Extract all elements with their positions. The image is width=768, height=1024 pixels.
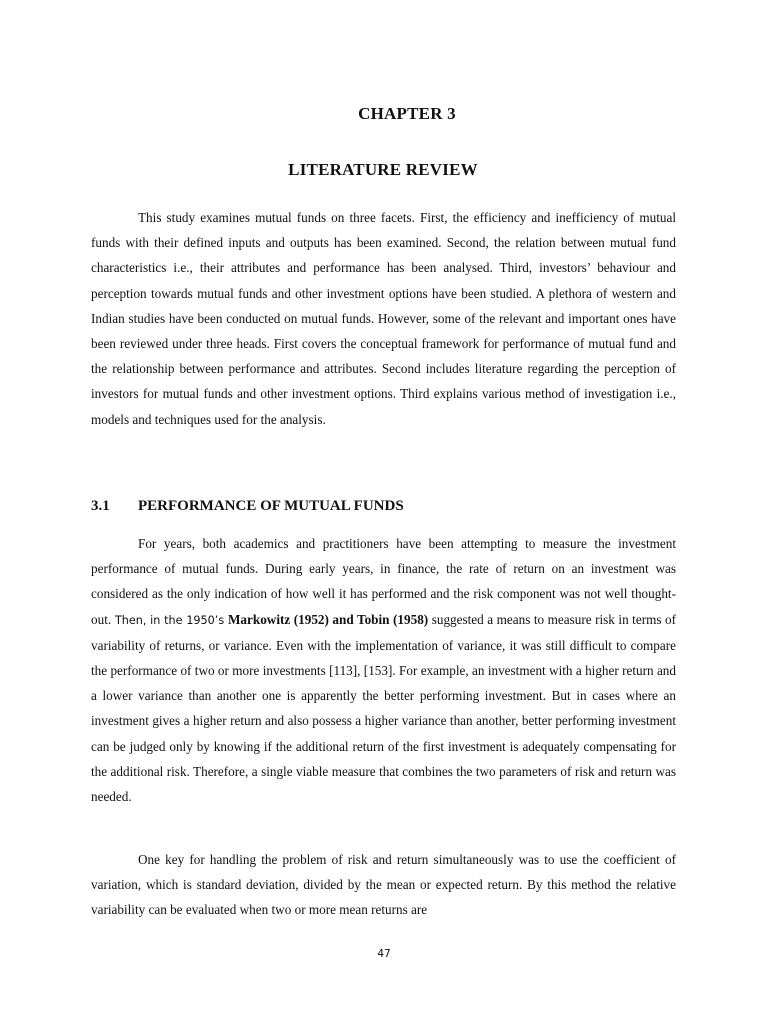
page-number: 47 [377, 948, 391, 960]
performance-text-part1: For years, both academics and practitioners have been attempting to measure the investment performance of mutual funds. During early years, in finance, the rate of return on an investment was considered as the only indication of how well it has performed and the risk component was not well thought-out. [91, 536, 676, 627]
intro-paragraph: This study examines mutual funds on three facets. First, the efficiency and inefficiency of mutual funds with their defined inputs and outputs has been examined. Second, the relation between mutual fund characteristics i.e., their attributes and performance has been analysed. Third, investors’ behaviour and perception towards mutual funds and other investment options have been studied. A plethora of western and Indian studies have been conducted on mutual funds. However, some of the relevant and important ones have been reviewed under three heads. First covers the conceptual framework for performance of mutual fund and the relationship between performance and attributes. Second includes literature regarding the perception of investors for mutual funds and other investment options. Third explains various method of investigation i.e., models and techniques used for the analysis. [91, 210, 676, 427]
performance-text-part4: suggested a means to measure risk in terms of variability of returns, or variance. Even with the implementation of variance, it was still difficult to compare the performance of two or more investments [113], [153]. For example, an investment with a higher return and a lower variance than another one is apparently the better performing investment. But in cases where an investment gives a higher return and also possess a higher variance than another, better performing investment can be judged only by knowing if the additional return of the first investment is adequately compensating for the additional risk. Therefore, a single viable measure that combines the two parameters of risk and return was needed. [91, 611, 676, 805]
coefficient-paragraph: One key for handling the problem of risk and return simultaneously was to use the coefficient of variation, which is standard deviation, divided by the mean or expected return. By this method the relative variability can be evaluated when two or more mean returns are [91, 852, 676, 918]
performance-paragraph [91, 531, 676, 809]
section-title: PERFORMANCE OF MUTUAL FUNDS [138, 498, 404, 514]
chapter-title: LITERATURE REVIEW [288, 160, 478, 179]
citation-markowitz-tobin: Markowitz (1952) and Tobin (1958) [227, 611, 429, 627]
section-number: 3.1 [91, 498, 110, 514]
section-heading [91, 498, 404, 515]
performance-text-part2: Then, in the 1950’s [111, 613, 228, 627]
chapter-label: CHAPTER 3 [358, 104, 456, 123]
